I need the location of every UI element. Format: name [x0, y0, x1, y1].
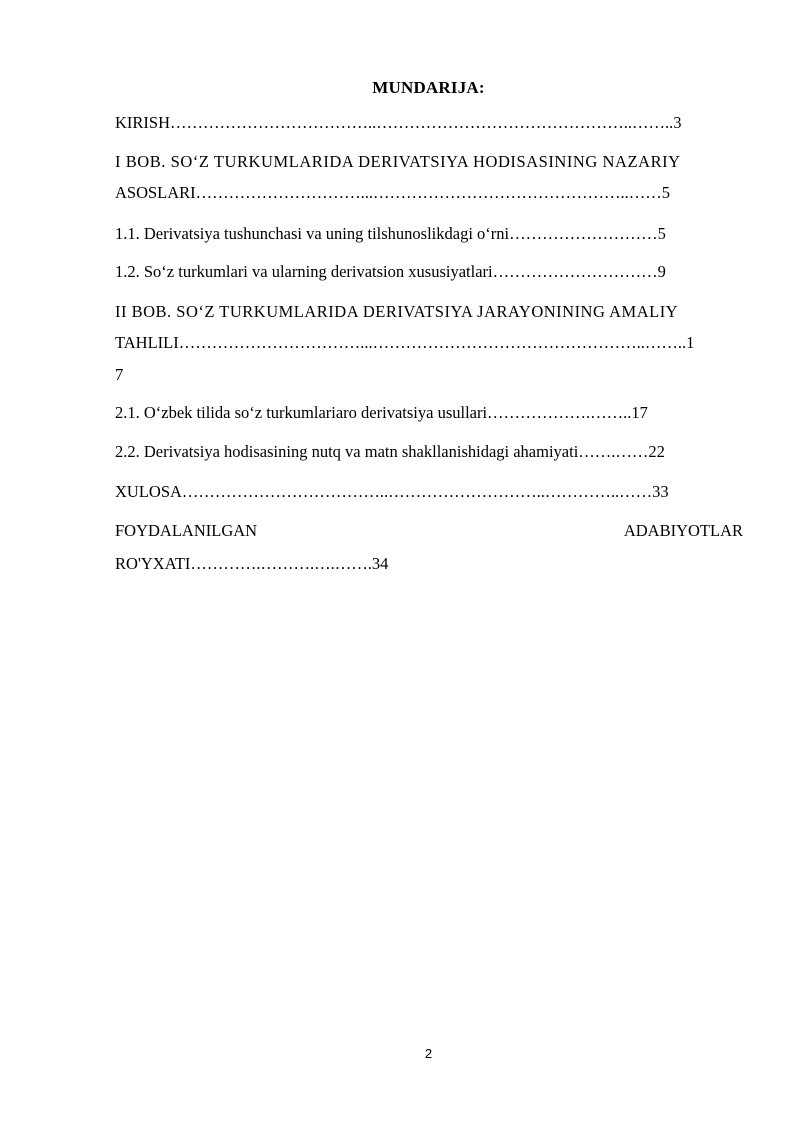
toc-entry-text: RO'YXATI………….……….….…….34 [115, 554, 389, 573]
toc-entry-references-cont [115, 554, 743, 574]
toc-entry-1-2 [115, 262, 743, 282]
toc-entry-chapter-2-cont [115, 333, 743, 353]
toc-entry-kirish [115, 113, 743, 133]
toc-entry-text: I BOB. SO‘Z TURKUMLARIDA DERIVATSIYA HODISASINING NAZARIY [115, 152, 681, 171]
toc-entry-text: ASOSLARI…………………………...………………………………………..……5 [115, 183, 671, 202]
toc-entry-text: 1.2. So‘z turkumlari va ularning derivatsion xususiyatlari…………………………9 [115, 262, 666, 281]
toc-entry-text: 1.1. Derivatsiya tushunchasi va uning tilshunoslikdagi o‘rni………………………5 [115, 224, 666, 243]
page-number: 2 [424, 1046, 433, 1061]
toc-entry-text: II BOB. SO‘Z TURKUMLARIDA DERIVATSIYA JARAYONINING AMALIY [115, 302, 679, 321]
toc-entry-chapter-1 [115, 152, 743, 172]
toc-entry-text: XULOSA………………………………..………………………..…………..……33 [115, 482, 669, 501]
toc-entry-chapter-2 [115, 302, 743, 322]
toc-entry-line [115, 302, 743, 322]
toc-entry-2-1 [115, 403, 743, 423]
toc-entry-chapter-1-cont [115, 183, 743, 203]
toc-entry-text: 2.1. O‘zbek tilida so‘z turkumlariaro derivatsiya usullari……………….……..17 [115, 403, 648, 422]
toc-entry-text: KIRISH………………………………..………………………………………..……..3 [115, 113, 682, 132]
toc-title: MUNDARIJA: [372, 78, 485, 97]
toc-entry-references [115, 521, 743, 541]
toc-entry-xulosa [115, 482, 743, 502]
toc-entry-1-1 [115, 224, 743, 244]
toc-entry-line [115, 521, 743, 541]
toc-entry-text-left: FOYDALANILGAN [115, 521, 258, 540]
toc-entry-text-right: ADABIYOTLAR [623, 521, 743, 540]
toc-entry-text: TAHLILI……………………………...…………………………………………..……..1 [115, 333, 695, 352]
toc-entry-text: 7 [115, 365, 124, 384]
toc-entry-chapter-2-wrap [115, 365, 743, 385]
toc-entry-line [115, 152, 743, 172]
toc-entry-text: 2.2. Derivatsiya hodisasining nutq va matn shakllanishidagi ahamiyati…….……22 [115, 442, 665, 461]
toc-entry-2-2 [115, 442, 743, 462]
